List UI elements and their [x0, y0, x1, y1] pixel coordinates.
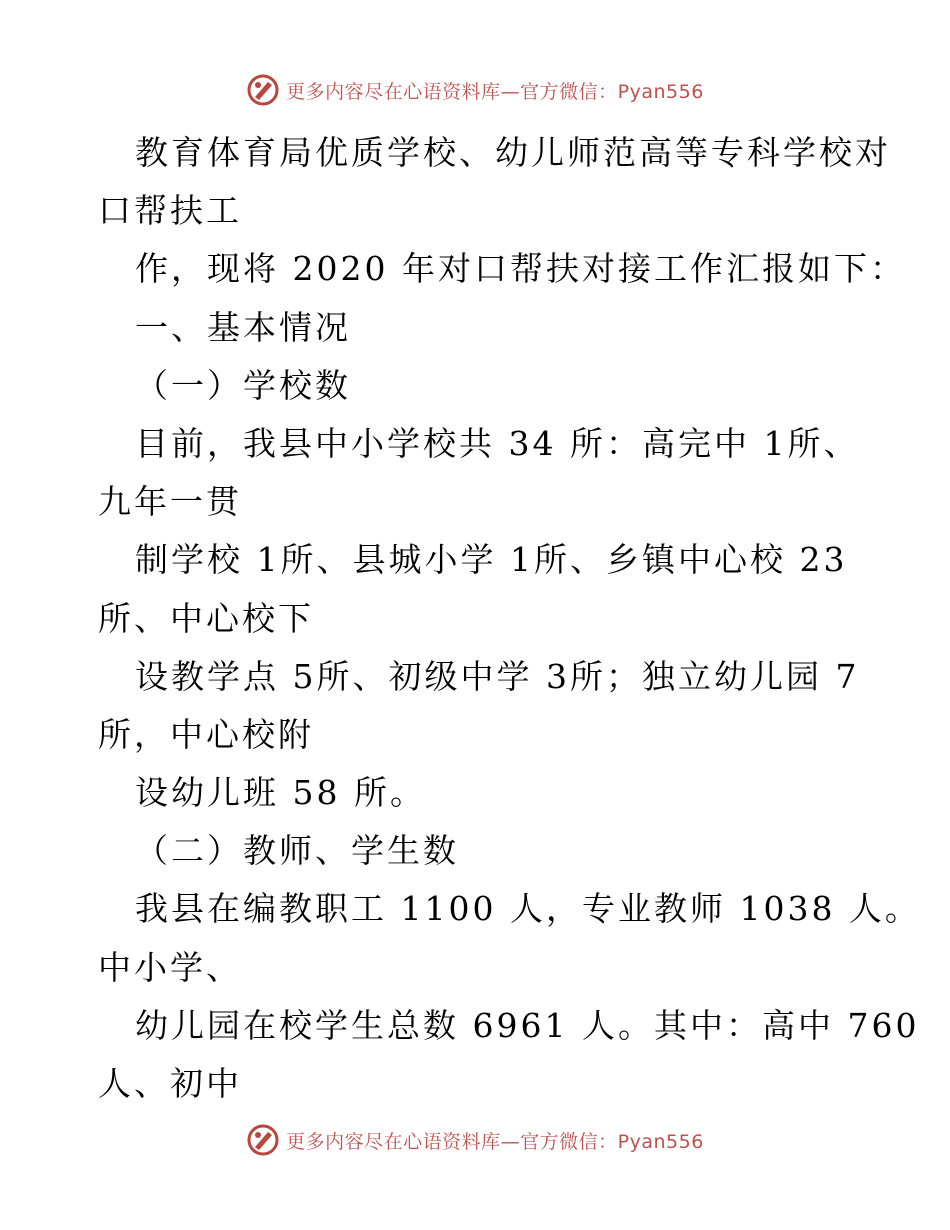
watermark-label: 更多内容尽在心语资料库—官方微信：	[286, 80, 618, 103]
subsection-heading: （一）学校数	[135, 365, 351, 405]
text-line: 作，现将 2020 年对口帮扶对接工作汇报如下：	[135, 249, 906, 289]
text-line: 教育体育局优质学校、幼儿师范高等专科学校对	[135, 133, 891, 172]
text-line: 口帮扶工	[98, 191, 242, 231]
watermark-wechat-id: Pyan556	[617, 1130, 704, 1153]
watermark-label: 更多内容尽在心语资料库—官方微信：	[286, 1130, 618, 1153]
brand-logo-icon	[246, 1123, 280, 1157]
header-watermark	[0, 70, 950, 110]
watermark-wechat-id: Pyan556	[617, 80, 704, 103]
text-line: 所，中心校附	[98, 714, 314, 754]
text-line: 目前，我县中小学校共 34 所：高完中 1所、	[135, 423, 860, 463]
text-line: 人、初中	[98, 1064, 242, 1103]
text-line: 制学校 1所、县城小学 1所、乡镇中心校 23	[135, 540, 848, 580]
text-line: 九年一贯	[98, 482, 242, 522]
subsection-heading: （二）教师、学生数	[135, 831, 459, 871]
text-line: 所、中心校下	[98, 598, 314, 638]
watermark-text	[286, 77, 704, 104]
watermark-text	[286, 1127, 704, 1154]
footer-watermark	[0, 1120, 950, 1160]
text-line: 设幼儿班 58 所。	[135, 773, 426, 813]
text-line: 我县在编教职工 1100 人，专业教师 1038 人。	[135, 889, 921, 929]
text-line: 中小学、	[98, 947, 242, 987]
body-text	[98, 124, 921, 1113]
section-heading: 一、基本情况	[135, 307, 351, 347]
brand-logo-icon	[246, 73, 280, 107]
text-line: 幼儿园在校学生总数 6961 人。其中：高中 760	[135, 1005, 920, 1045]
text-line: 设教学点 5所、初级中学 3所；独立幼儿园 7	[135, 656, 860, 696]
